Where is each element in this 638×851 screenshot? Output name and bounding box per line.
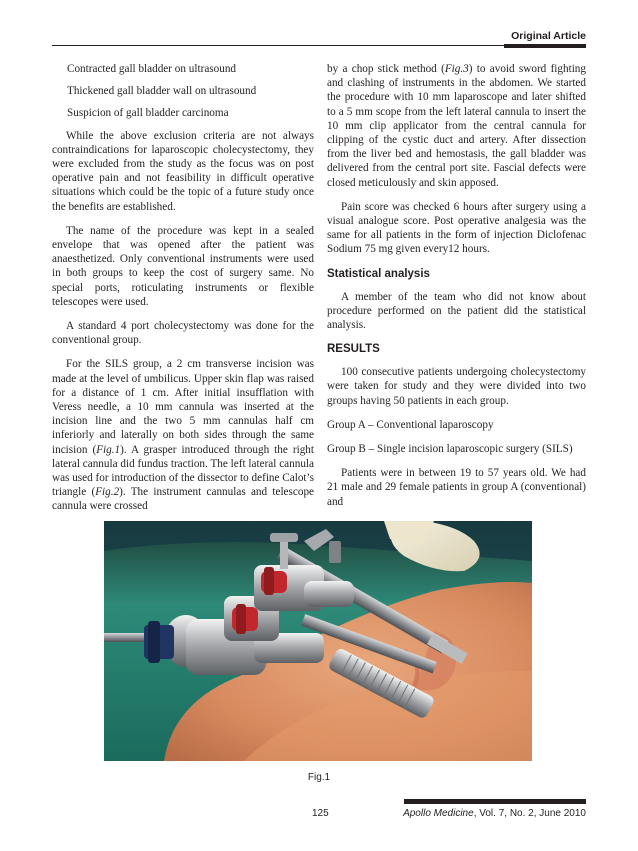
running-header: Original Article [511,30,586,42]
fig2-ref[interactable]: Fig.2 [95,486,120,499]
page-number: 125 [312,808,329,819]
paragraph-exclusion: While the above exclusion criteria are not always contraindications for laparoscopic cholecystectomy, they were excluded from the study as the focus was on post operative pain and not feasibility in difficult operative situations which could be the topic of a future study once the benefits are established. [52,129,314,213]
journal-citation [403,808,586,819]
left-column [52,62,314,524]
criterion-item: Suspicion of gall bladder carcinoma [67,107,229,120]
criterion-item: Thickened gall bladder wall on ultrasound [67,85,257,98]
header-bar [504,44,586,48]
paragraph-age: Patients were in between 19 to 57 years old. We had 21 male and 29 female patients in group A (conventional) and [327,467,586,508]
surgical-photo [104,521,532,761]
paragraph-results: 100 consecutive patients undergoing cholecystectomy were taken for study and they were divided into two groups having 50 patients in each group. [327,366,586,407]
paragraph-standard: A standard 4 port cholecystectomy was done for the conventional group. [52,320,314,347]
footer-rule [404,803,586,804]
paragraph-pain: Pain score was checked 6 hours after surgery using a visual analogue score. Post operative analgesia was the same for all patients in the form of injection Diclofenac Sodium 75 mg given every12 hours. [327,200,586,256]
sils-ports-illustration [104,521,532,761]
heading-results: RESULTS [327,343,380,356]
group-b-label: Group B – Single incision laparoscopic surgery (SILS) [327,443,573,456]
group-a-label: Group A – Conventional laparoscopy [327,418,494,431]
fig3-ref[interactable]: Fig.3 [444,63,469,75]
paragraph-statistics: A member of the team who did not know about procedure performed on the patient did the statistical analysis. [327,290,586,332]
figure-caption: Fig.1 [307,772,331,783]
paragraph-continuation: by a chop stick method (Fig.3) to avoid sword fighting and clashing of instruments in the abdomen. We started the procedure with 10 mm laparoscope and later shifted to a 5 mm scope from the left lateral cannula to insert the 10 mm clip applicator from the central cannula for clipping of the cystic duct and artery. After dissection from the liver bed and hemostasis, the gall bladder was delivered from the central port site. Fascial defects were closed meticulously and skin apposed. [327,63,586,189]
right-column [327,62,586,519]
paragraph-envelope: The name of the procedure was kept in a sealed envelope that was opened after the patient was anaesthetized. Only conventional instruments were used in both groups to keep the cost of surgery same. No special ports, roticulating instruments or flexible telescopes were used. [52,224,314,308]
paragraph-sils: For the SILS group, a 2 cm transverse incision was made at the level of umbilicus. Upper skin flap was raised for a distance of 1 cm. After initial insufflation with Veress needle, a 10 mm cannula was inserted at the incision line and the two 5 mm cannulas half cm inferiorly and laterally on both sides through the same incision (Fig.1). A grasper introduced through the right lateral cannula did fundus traction. The left lateral cannula was used for introduction of the dissector to define Calot’s triangle (Fig.2). The instrument cannulas and telescope cannula were crossed [52,358,315,513]
journal-issue: , Vol. 7, No. 2, June 2010 [473,808,586,819]
criterion-item: Contracted gall bladder on ultrasound [67,63,237,75]
journal-name: Apollo Medicine [403,808,474,819]
heading-statistical-analysis: Statistical analysis [327,267,430,280]
fig1-ref[interactable]: Fig.1 [96,443,121,456]
